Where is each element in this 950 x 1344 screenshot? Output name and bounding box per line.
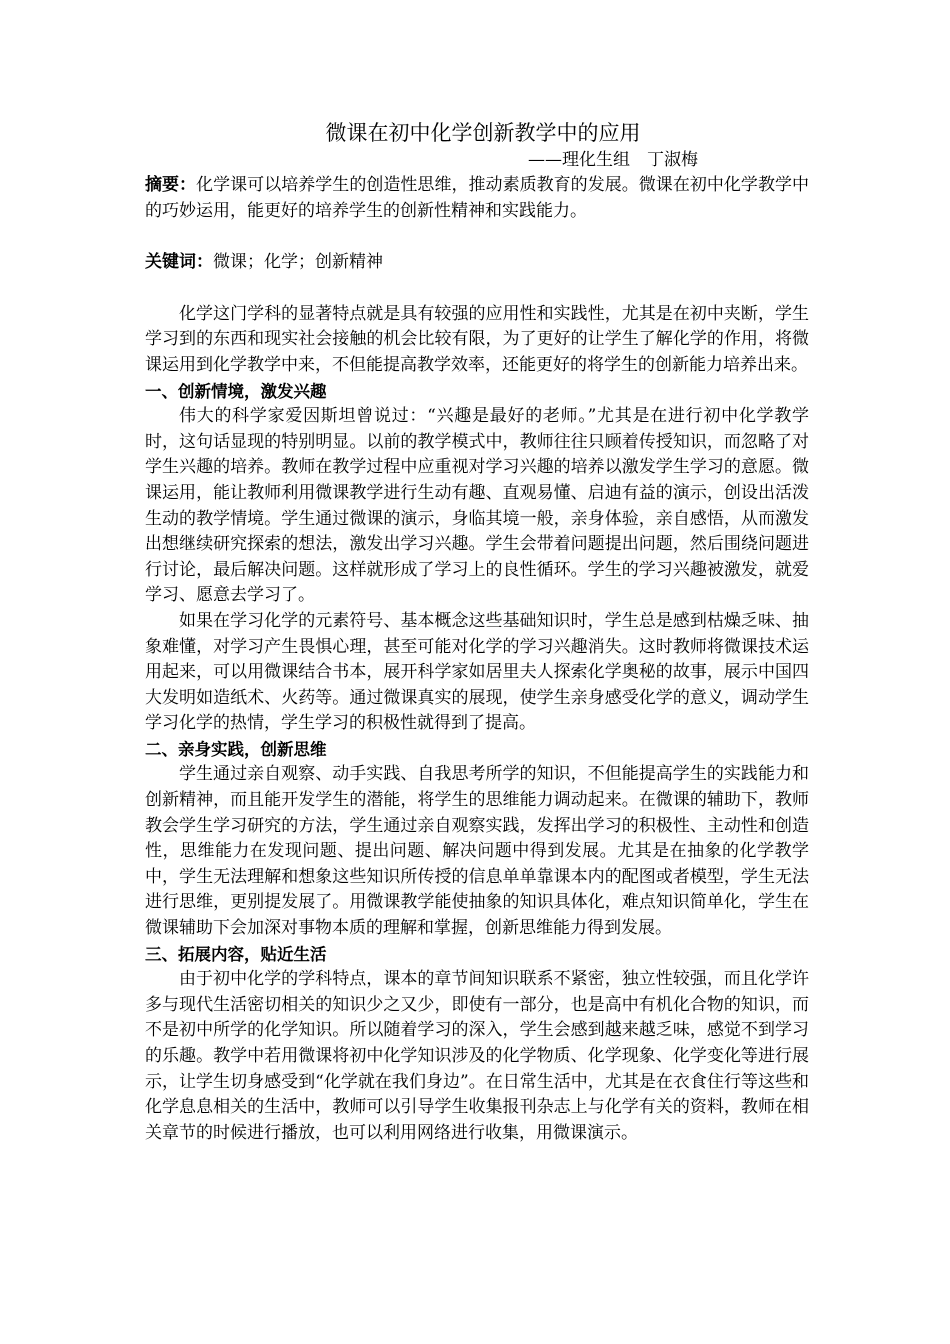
document-title: 微课在初中化学创新教学中的应用 <box>325 121 641 145</box>
keywords-text: 微课；化学；创新精神 <box>213 252 383 273</box>
section-paragraph: 学生通过亲自观察、动手实践、自我思考所学的知识，不但能提高学生的实践能力和创新精神，而且能开发学生的潜能，将学生的思维能力调动起来。在微课的辅助下，教师教会学生学习研究的方法，学生通过亲自观察实践，发挥出学习的积极性、主动性和创造性，思维能力在发现问题、提出问题、解决问题中得到发展。尤其是在抽象的化学教学中，学生无法理解和想象这些知识所传授的信息单单靠课本内的配图或者模型，学生无法进行思维，更别提发展了。用微课教学能使抽象的知识具体化，难点知识简单化，学生在微课辅助下会加深对事物本质的理解和掌握，创新思维能力得到发展。 <box>145 764 809 939</box>
section-heading: 一、创新情境，激发兴趣 <box>145 381 327 401</box>
section-heading: 三、拓展内容，贴近生活 <box>145 944 327 964</box>
document-body <box>145 118 809 1146</box>
section-paragraph: 由于初中化学的学科特点，课本的章节间知识联系不紧密，独立性较强，而且化学许多与现代生活密切相关的知识少之又少，即使有一部分，也是高中有机化合物的知识，而不是初中所学的化学知识。所以随着学习的深入，学生会感到越来越乏味，感觉不到学习的乐趣。教学中若用微课将初中化学知识涉及的化学物质、化学现象、化学变化等进行展示，让学生切身感受到“化学就在我们身边”。在日常生活中，尤其是在衣食住行等这些和化学息息相关的生活中，教师可以引导学生收集报刊杂志上与化学有关的资料，教师在相关章节的时候进行播放，也可以利用网络进行收集，用微课演示。 <box>145 969 809 1143</box>
section-paragraph: 如果在学习化学的元素符号、基本概念这些基础知识时，学生总是感到枯燥乏味、抽象难懂，对学习产生畏惧心理，甚至可能对化学的学习兴趣消失。这时教师将微课技术运用起来，可以用微课结合书本，展开科学家如居里夫人探索化学奥秘的故事，展示中国四大发明如造纸术、火药等。通过微课真实的展现，使学生亲身感受化学的意义，调动学生学习化学的热情，学生学习的积极性就得到了提高。 <box>145 610 809 734</box>
keywords-label: 关键词： <box>145 252 213 273</box>
abstract-text: 化学课可以培养学生的创造性思维，推动素质教育的发展。微课在初中化学教学中的巧妙运用，能更好的培养学生的创新性精神和实践能力。 <box>145 175 810 221</box>
abstract-label: 摘要： <box>145 175 197 195</box>
section-paragraph: 伟大的科学家爱因斯坦曾说过：“兴趣是最好的老师。”尤其是在进行初中化学教学时，这句话显现的特别明显。以前的教学模式中，教师往往只顾着传授知识，而忽略了对学生兴趣的培养。教师在教学过程中应重视对学习兴趣的培养以激发学生学习的意愿。微课运用，能让教师利用微课教学进行生动有趣、直观易懂、启迪有益的演示，创设出活泼生动的教学情境。学生通过微课的演示，身临其境一般，亲身体验，亲自感悟，从而激发出想继续研究探索的想法，激发出学习兴趣。学生会带着问题提出问题，然后围绕问题进行讨论，最后解决问题。这样就形成了学习上的良性循环。学生的学习兴趣被激发，就爱学习、愿意去学习了。 <box>145 406 809 606</box>
document-author: ——理化生组 丁淑梅 <box>528 150 698 170</box>
intro-paragraph: 化学这门学科的显著特点就是具有较强的应用性和实践性，尤其是在初中夹断，学生学习到的东西和现实社会接触的机会比较有限，为了更好的让学生了解化学的作用，将微课运用到化学教学中来，不但能提高教学效率，还能更好的将学生的创新能力培养出来。 <box>145 303 809 375</box>
section-heading: 二、亲身实践，创新思维 <box>145 739 327 759</box>
keywords <box>145 250 809 276</box>
abstract <box>145 173 809 224</box>
